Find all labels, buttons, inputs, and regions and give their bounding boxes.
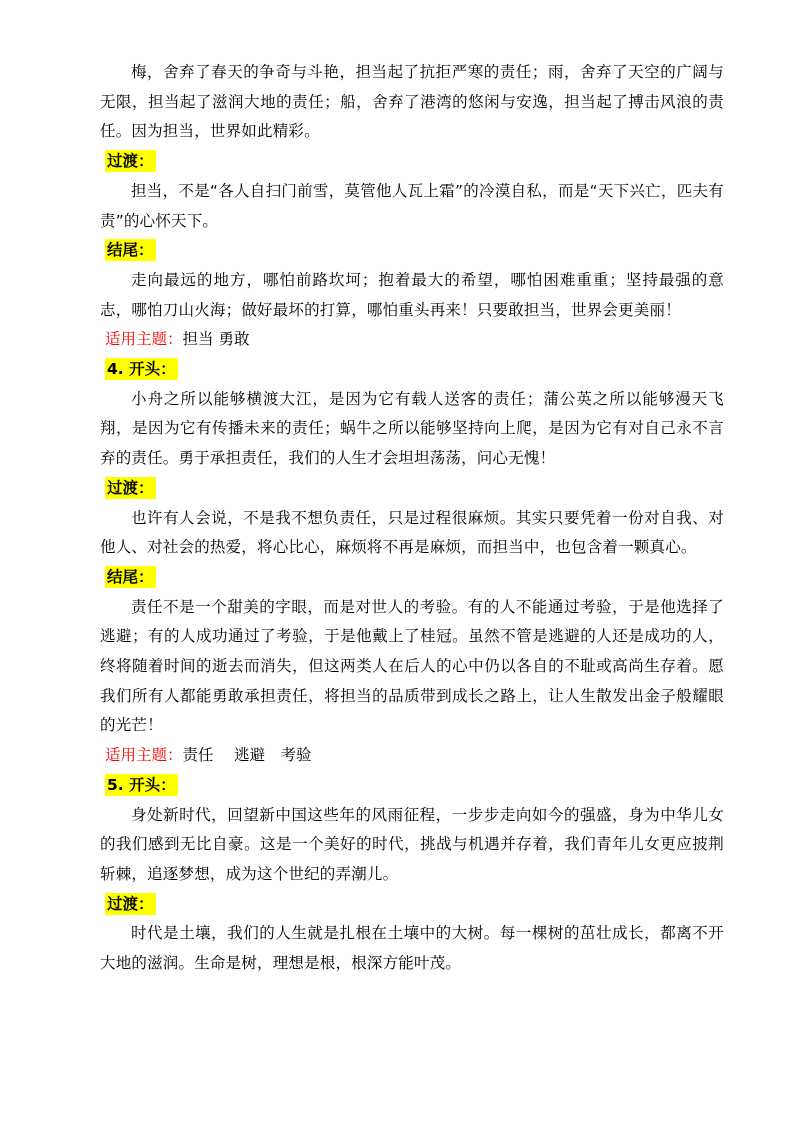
document-body [100,58,724,979]
paragraph: 责任不是一个甜美的字眼，而是对世人的考验。有的人不能通过考验，于是他选择了逃避；有的人成功通过了考验，于是他戴上了桂冠。虽然不管是逃避的人还是成功的人，终将随着时间的逝去而消失，但这两类人在后人的心中仍以各自的不耻或高尚生存着。愿我们所有人都能勇敢承担责任，将担当的品质带到成长之路上，让人生散发出金子般耀眼的光芒！ [100,597,724,735]
highlighted-label: 4. 开头： [107,360,176,379]
theme-label: 适用主题： [105,330,183,349]
highlighted-label: 过渡： [107,894,154,913]
section-label-transition [100,890,724,920]
highlighted-label: 过渡： [107,478,154,497]
theme-label: 适用主题： [105,746,183,765]
theme-value: 担当 勇敢 [182,330,250,349]
highlighted-label: 结尾： [107,567,154,586]
theme-value: 责任 逃避 考验 [182,746,312,765]
section-label-opening-4 [100,355,724,385]
applicable-theme [100,325,724,355]
paragraph: 小舟之所以能够横渡大江，是因为它有载人送客的责任；蒲公英之所以能够漫天飞翔，是因为它有传播未来的责任；蜗牛之所以能够坚持向上爬，是因为它有对自己永不言弃的责任。勇于承担责任，我们的人生才会坦坦荡荡，问心无愧！ [100,389,724,468]
section-label-ending [100,563,724,593]
section-label-opening-5 [100,771,724,801]
section-label-transition [100,147,724,177]
section-label-transition [100,474,724,504]
paragraph: 梅，舍弃了春天的争奇与斗艳，担当起了抗拒严寒的责任；雨，舍弃了天空的广阔与无限，担当起了滋润大地的责任；船，舍弃了港湾的悠闲与安逸，担当起了搏击风浪的责任。因为担当，世界如此精彩。 [100,63,724,141]
applicable-theme [100,741,724,771]
highlighted-label: 过渡： [107,152,154,171]
highlighted-label: 结尾： [107,241,154,260]
paragraph: 时代是土壤，我们的人生就是扎根在土壤中的大树。每一棵树的茁壮成长，都离不开大地的滋润。生命是树，理想是根，根深方能叶茂。 [100,924,724,973]
paragraph: 走向最远的地方，哪怕前路坎坷；抱着最大的希望，哪怕困难重重；坚持最强的意志，哪怕刀山火海；做好最坏的打算，哪怕重头再来！只要敢担当，世界会更美丽！ [100,270,724,319]
paragraph: 担当，不是“各人自扫门前雪，莫管他人瓦上霜”的冷漠自私，而是“天下兴亡，匹夫有责”的心怀天下。 [100,181,724,230]
section-label-ending [100,236,724,266]
paragraph: 身处新时代，回望新中国这些年的风雨征程，一步步走向如今的强盛，身为中华儿女的我们感到无比自豪。这是一个美好的时代，挑战与机遇并存着，我们青年儿女更应披荆斩棘，追逐梦想，成为这个世纪的弄潮儿。 [100,805,724,883]
paragraph: 也许有人会说，不是我不想负责任，只是过程很麻烦。其实只要凭着一份对自我、对他人、对社会的热爱，将心比心，麻烦将不再是麻烦，而担当中，也包含着一颗真心。 [100,508,724,557]
highlighted-label: 5. 开头： [107,775,176,794]
